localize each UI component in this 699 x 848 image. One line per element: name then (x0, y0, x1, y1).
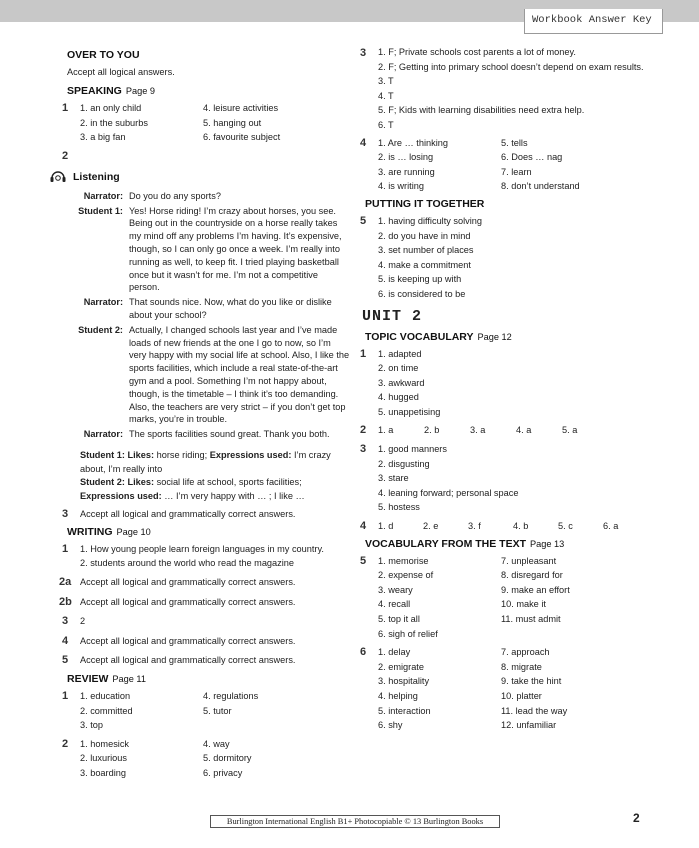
answer-item: 6. sigh of relief (378, 628, 438, 639)
answer-row (360, 179, 660, 194)
speaking-ex2 (62, 149, 354, 165)
exercise-number: 2b (59, 595, 72, 608)
exercise-number: 5 (360, 214, 367, 227)
exercise-number: 6 (360, 646, 367, 659)
answer-item: 3. a (470, 425, 486, 436)
exercise-number: 4 (360, 520, 367, 533)
answer-item: 6. privacy (203, 768, 243, 779)
section-heading-topic-vocabulary: TOPIC VOCABULARY Page 12 (365, 330, 512, 343)
answer-item: 4. helping (378, 690, 418, 701)
speaker-text: Do you do any sports? (129, 190, 221, 201)
exercise-number: 1 (62, 542, 69, 555)
transcript-turn (67, 190, 354, 203)
answer-item: 3. top (80, 720, 103, 731)
speaking-summary: Student 1: Likes: horse riding; Expressions used: I’m crazy about, I’m really into Student 2: Likes: social life at school, sports facilities; Expressions used: … I’m very happy with … ; I like … (80, 449, 331, 501)
speaker-label: Student 2: (78, 324, 123, 335)
answer-row (360, 554, 660, 569)
transcript-turn (67, 428, 354, 441)
answer-item: 5. is keeping up with (378, 274, 462, 285)
answer-item: 1. memorise (378, 555, 429, 566)
vocab-ex6 (360, 645, 660, 733)
answer-item: 2. students around the world who read the magazine (80, 558, 294, 569)
answer-item: 6. T (378, 119, 394, 130)
right-column (360, 46, 660, 737)
answer-row (62, 704, 354, 719)
answer-row (360, 704, 660, 719)
speaker-label: Narrator: (83, 297, 123, 308)
exercise-number: 5 (360, 554, 367, 567)
answer-item: 5. dormitory (203, 753, 252, 764)
answer-item: 3. stare (378, 473, 409, 484)
transcript (67, 190, 354, 441)
speaker-label: Student 1: (78, 205, 123, 216)
listening-block (62, 169, 354, 441)
speaking-ex3 (62, 507, 354, 522)
vocab-ex5 (360, 554, 660, 642)
exercise-number: 3 (360, 47, 367, 59)
answer-item: 1. good manners (378, 444, 447, 455)
writing-ex3 (62, 614, 354, 629)
answer-row (62, 751, 354, 766)
answer-item: 2. disgusting (378, 458, 430, 469)
answer-item: 5. tells (501, 137, 528, 148)
answer-item: 5. hostess (378, 502, 420, 513)
answer-text: Accept all logical and grammatically correct answers. (80, 635, 296, 646)
answer-item: 4. leaning forward; personal space (378, 487, 519, 498)
unit-title: UNIT 2 (362, 307, 423, 325)
answer-item: 2. committed (80, 705, 133, 716)
answer-row (62, 116, 354, 131)
answer-row (360, 568, 660, 583)
exercise-number: 3 (62, 508, 69, 521)
answer-item: 4. T (378, 90, 394, 101)
answer-row (360, 718, 660, 733)
right-ex3 (360, 46, 660, 132)
exercise-number: 1 (62, 690, 69, 703)
page-number: 2 (633, 811, 640, 825)
exercise-number: 1 (62, 102, 69, 114)
writing-ex5 (62, 653, 354, 668)
answer-row (360, 597, 660, 612)
answer-item: 2. is … losing (378, 152, 434, 163)
answer-item: 2. expense of (378, 570, 434, 581)
answer-text: Accept all logical and grammatically correct answers. (80, 596, 296, 607)
answer-item: 11. lead the way (501, 705, 568, 716)
answer-text: Accept all logical and grammatically correct answers. (80, 509, 296, 520)
answer-item: 5. interaction (378, 705, 431, 716)
exercise-number: 1 (360, 347, 367, 360)
answer-item: 2. e (423, 521, 439, 532)
review-ex1 (62, 689, 354, 733)
answer-item: 2. b (424, 425, 440, 436)
answer-item: 3. weary (378, 584, 413, 595)
transcript-turn (67, 205, 354, 295)
answer-row (360, 583, 660, 598)
answer-item (203, 718, 354, 733)
answer-item: 4. hugged (378, 392, 419, 403)
answer-item: 2. F; Getting into primary school doesn’t depend on exam results. (378, 61, 644, 72)
topic-ex4 (360, 519, 660, 534)
speaking-ex1 (62, 101, 354, 145)
answer-item (501, 627, 660, 642)
answer-item: 6. shy (378, 720, 403, 731)
answer-item: 2. on time (378, 363, 419, 374)
answer-item: 1. delay (378, 647, 411, 658)
answer-item: 6. Does … nag (501, 152, 563, 163)
answer-item: 5. hanging out (203, 117, 262, 128)
answer-item: 2. luxurious (80, 753, 127, 764)
answer-item: 9. make an effort (501, 584, 570, 595)
answer-item: 11. must admit (501, 614, 561, 624)
transcript-turn (67, 296, 354, 322)
answer-item: 5. tutor (203, 705, 232, 716)
left-column (59, 46, 354, 785)
answer-item: 5. c (558, 521, 573, 532)
answer-item: 3. hospitality (378, 676, 430, 687)
answer-item: 4. make a commitment (378, 259, 471, 270)
exercise-number: 4 (62, 634, 69, 647)
answer-item: 8. don’t understand (501, 181, 580, 192)
headphones-icon (49, 169, 71, 186)
answer-item: 5. unappetising (378, 406, 441, 417)
answer-item: 5. a (562, 425, 578, 436)
section-heading-over-to-you: OVER TO YOU (67, 49, 140, 61)
answer-row (360, 150, 660, 165)
answer-item: 12. unfamiliar (501, 720, 557, 731)
answer-item: 3. boarding (80, 768, 126, 779)
exercise-number: 2a (59, 576, 72, 589)
answer-item: 1. adapted (378, 348, 422, 359)
answer-item: 4. is writing (378, 181, 424, 192)
listening-heading: Listening (49, 169, 354, 186)
answer-item: 7. learn (501, 166, 532, 177)
section-heading-speaking: SPEAKING Page 9 (67, 85, 155, 97)
exercise-number: 3 (360, 443, 367, 456)
answer-item: 2. in the suburbs (80, 117, 148, 128)
answer-item: 10. platter (501, 690, 542, 701)
answer-item: 1. education (80, 691, 131, 702)
answer-item: 4. leisure activities (203, 103, 279, 113)
section-heading-writing: WRITING Page 10 (67, 525, 151, 538)
topic-ex3 (360, 442, 660, 515)
answer-item: 3. awkward (378, 377, 425, 388)
answer-item: 7. approach (501, 647, 550, 658)
answer-row (62, 737, 354, 752)
answer-item: 4. recall (378, 599, 411, 610)
answer-text: 2 (80, 616, 86, 627)
writing-ex1 (62, 542, 354, 571)
answer-text: Accept all logical and grammatically correct answers. (80, 577, 296, 588)
answer-item: 1. F; Private schools cost parents a lot of money. (378, 47, 576, 57)
answer-row (62, 101, 354, 116)
answer-item: 5. top it all (378, 614, 420, 624)
transcript-turn (67, 324, 354, 426)
exercise-number: 4 (360, 136, 367, 149)
answer-item: 3. set number of places (378, 245, 474, 256)
answer-item: 4. b (513, 521, 529, 532)
topic-ex1 (360, 347, 660, 420)
answer-row (62, 766, 354, 781)
answer-item: 10. make it (501, 599, 546, 610)
answer-item: 8. disregard for (501, 570, 563, 581)
answer-row (62, 689, 354, 704)
exercise-number: 2 (62, 149, 69, 162)
answer-item: 5. F; Kids with learning disabilities need extra help. (378, 105, 585, 116)
writing-ex4 (62, 634, 354, 649)
answer-item: 3. a big fan (80, 132, 126, 143)
answer-item: 4. a (516, 425, 532, 436)
answer-text: Accept all logical and grammatically correct answers. (80, 655, 296, 666)
speaker-text: That sounds nice. Now, what do you like or dislike about your school? (129, 297, 332, 320)
answer-item: 3. T (378, 76, 394, 87)
speaker-label: Narrator: (83, 190, 123, 201)
answer-item: 1. Are … thinking (378, 137, 448, 148)
answer-item: 6. is considered to be (378, 288, 466, 299)
answer-row (360, 660, 660, 675)
answer-item: 1. homesick (80, 738, 130, 749)
answer-row (360, 674, 660, 689)
footer-credit: Burlington International English B1+ Photocopiable © 13 Burlington Books (210, 815, 500, 828)
answer-row (62, 718, 354, 733)
answer-item: 9. take the hint (501, 676, 562, 687)
answer-row (360, 136, 660, 151)
section-heading-review: REVIEW Page 11 (67, 673, 146, 686)
exercise-number: 5 (62, 654, 69, 667)
speaker-label: Narrator: (83, 429, 123, 440)
speaker-text: The sports facilities sound great. Thank you both. (129, 429, 330, 440)
section-heading-putting-together: PUTTING IT TOGETHER (365, 197, 485, 210)
writing-ex2a (59, 575, 354, 590)
right-ex4 (360, 136, 660, 194)
answer-item: 4. way (203, 738, 230, 749)
answer-row (360, 689, 660, 704)
answer-item: 6. favourite subject (203, 132, 281, 143)
answer-item: 1. a (378, 425, 394, 436)
answer-item: 4. regulations (203, 691, 259, 702)
answer-row (62, 130, 354, 145)
exercise-number: 3 (62, 615, 69, 628)
exercise-number: 2 (360, 424, 367, 437)
answer-item: 8. migrate (501, 661, 542, 672)
answer-row (360, 165, 660, 180)
header-tab: Workbook Answer Key (524, 9, 663, 34)
section-heading-vocabulary-from-text: VOCABULARY FROM THE TEXT Page 13 (365, 537, 565, 550)
review-ex2 (62, 737, 354, 781)
exercise-number: 2 (62, 737, 69, 750)
answer-item: 1. having difficulty solving (378, 215, 483, 226)
writing-ex2b (59, 595, 354, 610)
answer-item: 2. emigrate (378, 661, 424, 672)
putting-ex5 (360, 214, 660, 302)
speaker-text: Actually, I changed schools last year and I’ve made loads of new friends at the one I go to now, so I’m very happy with my social life at school. Also, I like the sports facilities, which include a real state-of-the-art gym and a pool. Something I’m not happy about, though, is the timetable – I think it’s too demanding. Also, the teachers are very strict – if you don’t get top marks, you’re in trouble. (129, 324, 350, 425)
speaker-text: Yes! Horse riding! I’m crazy about horses, you see. Being out in the countryside on a horse really takes my mind off any problems I’m having. It’s expensive, though, so I can only go once a week. I’m really into running as well, to keep fit. I tried playing basketball once but it wasn’t for me. I’m not a competitive person. (129, 205, 342, 293)
answer-item: 7. unpleasant (501, 555, 557, 566)
answer-row (360, 627, 660, 642)
answer-row (360, 645, 660, 660)
answer-item: 6. a (603, 521, 619, 532)
answer-item: 1. How young people learn foreign languages in my country. (80, 543, 324, 554)
answer-item: 1. an only child (80, 103, 142, 113)
answer-item: 3. are running (378, 166, 435, 177)
over-to-you-text: Accept all logical answers. (67, 67, 175, 77)
topic-ex2 (360, 423, 660, 438)
answer-item: 1. d (378, 521, 394, 532)
answer-item: 2. do you have in mind (378, 230, 471, 241)
answer-item: 3. f (468, 521, 481, 532)
answer-row (360, 612, 660, 627)
